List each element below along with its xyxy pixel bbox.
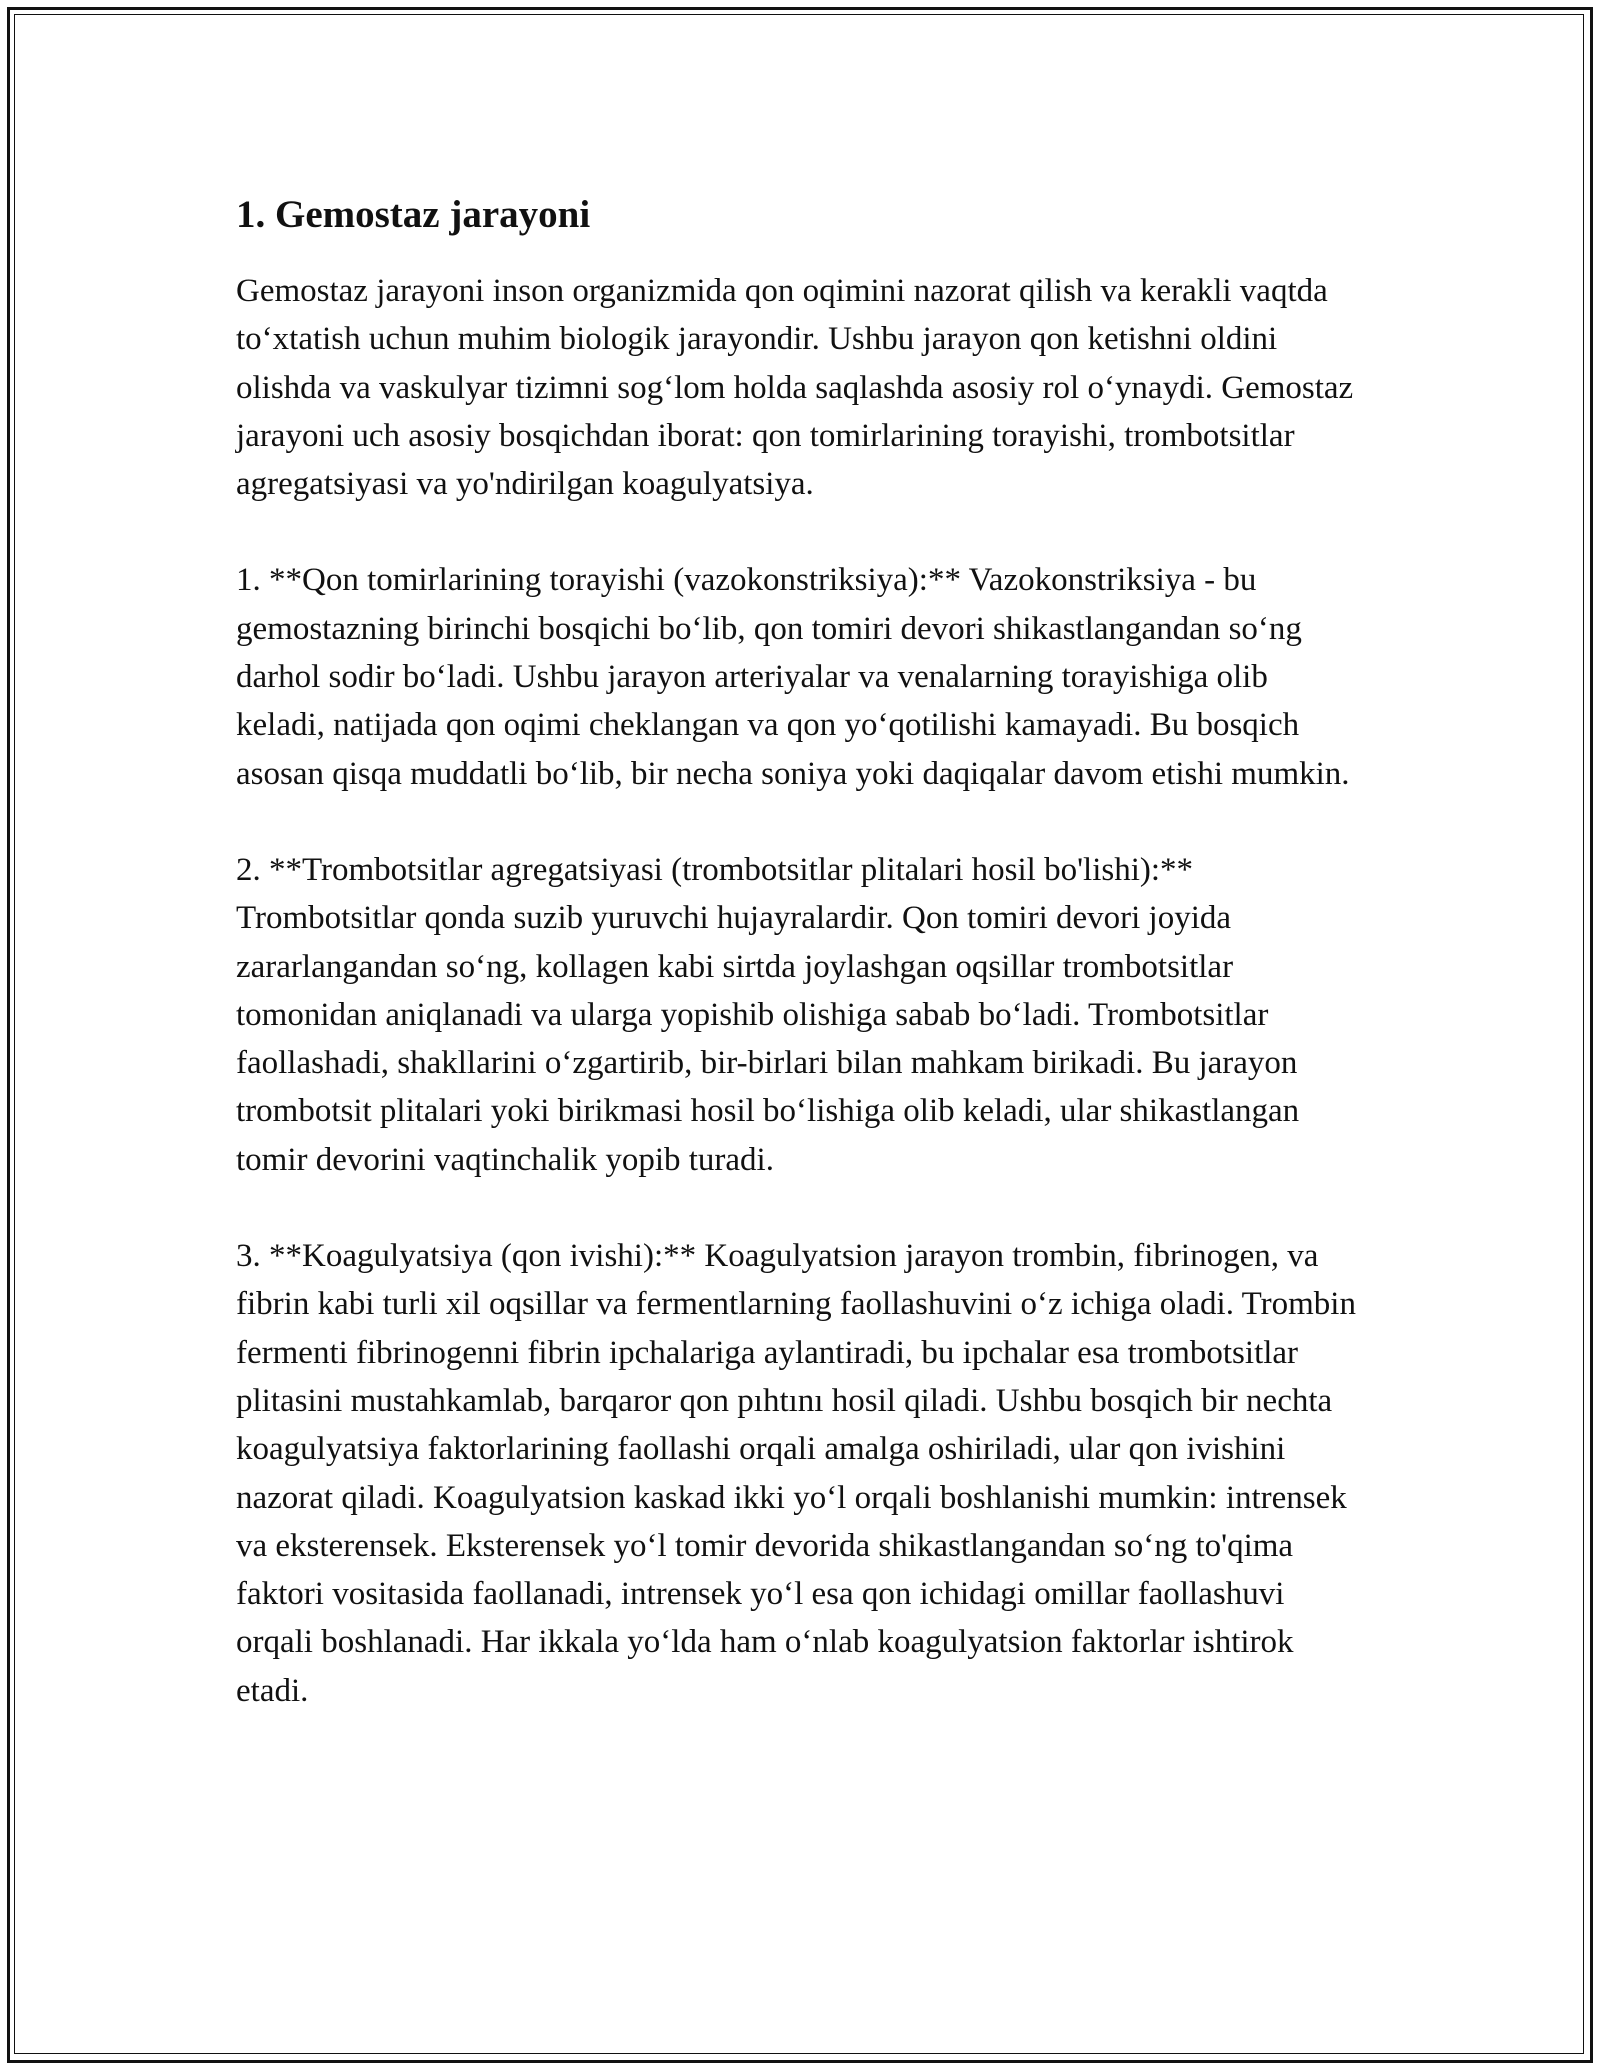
- document-body: [236, 185, 1356, 1715]
- platelet-aggregation-paragraph: 2. **Trombotsitlar agregatsiyasi (trombotsitlar plitalari hosil bo'lishi):** Trombotsitlar qonda suzib yuruvchi hujayralardir. Qon tomiri devori joyida zararlangandan so‘ng, kollagen kabi sirtda joylashgan oqsillar trombotsitlar tomonidan aniqlanadi va ularga yopishib olishiga sabab bo‘ladi. Trombotsitlar faollashadi, shakllarini o‘zgartirib, bir-birlari bilan mahkam birikadi. Bu jarayon trombotsit plitalari yoki birikmasi hosil bo‘lishiga olib keladi, ular shikastlangan tomir devorini vaqtinchalik yopib turadi.: [236, 851, 1300, 1178]
- intro-paragraph: Gemostaz jarayoni inson organizmida qon oqimini nazorat qilish va kerakli vaqtda to‘xtatish uchun muhim biologik jarayondir. Ushbu jarayon qon ketishni oldini olishda va vaskulyar tizimni sog‘lom holda saqlashda asosiy rol o‘ynaydi. Gemostaz jarayoni uch asosiy bosqichdan iborat: qon tomirlarining torayishi, trombotsitlar agregatsiyasi va yo'ndirilgan koagulyatsiya.: [236, 273, 1354, 503]
- section-heading: 1. Gemostaz jarayoni: [236, 193, 591, 236]
- vasoconstriction-paragraph: 1. **Qon tomirlarining torayishi (vazokonstriksiya):** Vazokonstriksiya - bu gemostazning birinchi bosqichi bo‘lib, qon tomiri devori shikastlangandan so‘ng darhol sodir bo‘ladi. Ushbu jarayon arteriyalar va venalarning torayishiga olib keladi, natijada qon oqimi cheklangan va qon yo‘qotilishi kamayadi. Bu bosqich asosan qisqa muddatli bo‘lib, bir necha soniya yoki daqiqalar davom etishi mumkin.: [236, 562, 1350, 792]
- coagulation-paragraph: 3. **Koagulyatsiya (qon ivishi):** Koagulyatsion jarayon trombin, fibrinogen, va fibrin kabi turli xil oqsillar va fermentlarning faollashuvini o‘z ichiga oladi. Trombin fermenti fibrinogenni fibrin ipchalariga aylantiradi, bu ipchalar esa trombotsitlar plitasini mustahkamlab, barqaror qon pıhtını hosil qiladi. Ushbu bosqich bir nechta koagulyatsiya faktorlarining faollashi orqali amalga oshiriladi, ular qon ivishini nazorat qiladi. Koagulyatsion kaskad ikki yo‘l orqali boshlanishi mumkin: intrensek va eksterensek. Eksterensek yo‘l tomir devorida shikastlangandan so‘ng to'qima faktori vositasida faollanadi, intrensek yo‘l esa qon ichidagi omillar faollashuvi orqali boshlanadi. Har ikkala yo‘lda ham o‘nlab koagulyatsion faktorlar ishtirok etadi.: [236, 1238, 1356, 1709]
